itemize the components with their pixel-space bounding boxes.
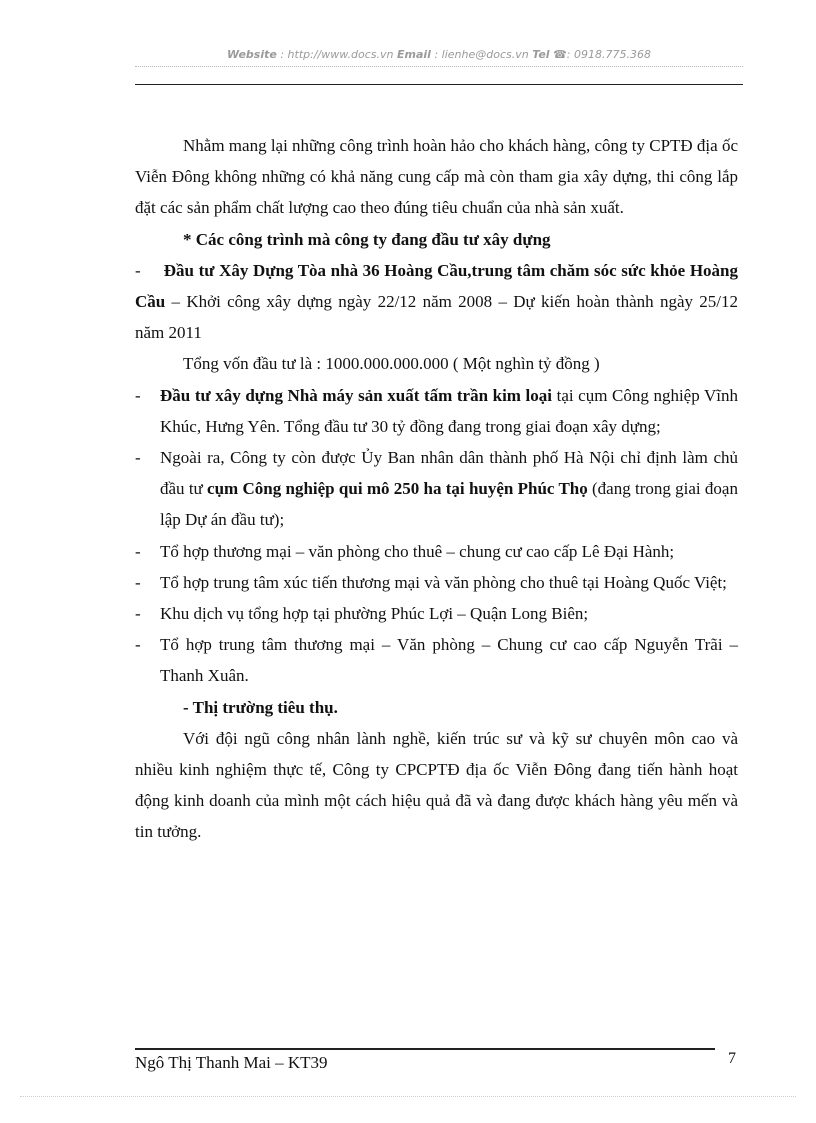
item4-text: Tổ hợp thương mại – văn phòng cho thuê – chung cư cao cấp Lê Đại Hành; [160,541,675,561]
bullet-dash: - [135,604,141,624]
project-item-3 [135,442,738,536]
bullet-dash: - [135,572,141,592]
body-text [135,130,738,848]
project-item-4 [135,536,738,567]
item5-text: Tổ hợp trung tâm xúc tiến thương mại và văn phòng cho thuê tại Hoàng Quốc Việt; [160,572,727,592]
closing-paragraph: Với đội ngũ công nhân lành nghề, kiến trúc sư và kỹ sư chuyên môn cao và nhiều kinh nghiệm thực tế, Công ty CPCPTĐ địa ốc Viễn Đông đang tiến hành hoạt động kinh doanh của mình một cách hiệu quả đã và đang được khách hàng yêu mến và tin tưởng. [135,728,738,842]
bottom-dotted-rule [20,1096,796,1097]
item6-text: Khu dịch vụ tổng hợp tại phường Phúc Lợi – Quận Long Biên; [160,604,589,624]
section-heading: * Các công trình mà công ty đang đầu tư xây dựng [183,229,551,249]
footer-rule [135,1048,715,1050]
page-header [135,48,743,61]
item1-dash: - [135,260,141,280]
item2-title: Đầu tư xây dựng Nhà máy sản xuất tấm trần kim loại [160,385,552,405]
tel-value: ☎: 0918.775.368 [553,48,651,61]
project-item-7 [135,629,738,691]
item1-title: Đầu tư Xây Dựng Tòa nhà 36 Hoàng Cầu,trung tâm chăm sóc sức khỏe Hoàng Cầu [135,260,738,312]
item2-detail: tại cụm Công nghiệp Vĩnh Khúc, Hưng Yên. Tổng đầu tư 30 tỷ đồng đang trong giai đoạn xây dựng; [160,385,738,436]
item7-text: Tổ hợp trung tâm thương mại – Văn phòng – Chung cư cao cấp Nguyễn Trãi – Thanh Xuân. [160,635,738,686]
page-number: 7 [728,1050,736,1067]
intro-paragraph: Nhằm mang lại những công trình hoàn hảo cho khách hàng, công ty CPTĐ địa ốc Viễn Đông không những có khả năng cung cấp mà còn tham gia xây dựng, thi công lắp đặt các sản phẩm chất lượng cao theo đúng tiêu chuẩn của nhà sản xuất. [135,136,738,218]
bullet-dash: - [135,448,141,468]
bullet-dash: - [135,541,141,561]
tel-label: Tel [532,48,550,61]
project-item-6 [135,598,738,629]
header-rule [135,84,743,85]
project-item-2 [135,380,738,442]
bullet-dash: - [135,635,141,655]
header-dotted-rule [135,66,743,67]
project-item-1 [135,255,738,349]
item1-detail: – Khởi công xây dựng ngày 22/12 năm 2008 – Dự kiến hoàn thành ngày 25/12 năm 2011 [135,292,738,343]
website-label: Website [227,48,277,61]
project-item-5 [135,567,738,598]
capital-line: Tổng vốn đầu tư là : 1000.000.000.000 ( Một nghìn tỷ đồng ) [183,354,600,374]
email-value: : lienhe@docs.vn [434,48,529,61]
item3-post: (đang trong giai đoạn lập Dự án đầu tư); [160,479,738,530]
website-value: : http://www.docs.vn [280,48,394,61]
bullet-dash: - [135,385,141,405]
email-label: Email [397,48,431,61]
item3-title: cụm Công nghiệp qui mô 250 ha tại huyện Phúc Thọ [207,479,588,499]
item3-pre: Ngoài ra, Công ty còn được Ủy Ban nhân dân thành phố Hà Nội chỉ định làm chủ đầu tư [160,448,738,499]
footer-author: Ngô Thị Thanh Mai – KT39 [135,1053,328,1072]
market-heading: - Thị trường tiêu thụ. [183,697,338,717]
